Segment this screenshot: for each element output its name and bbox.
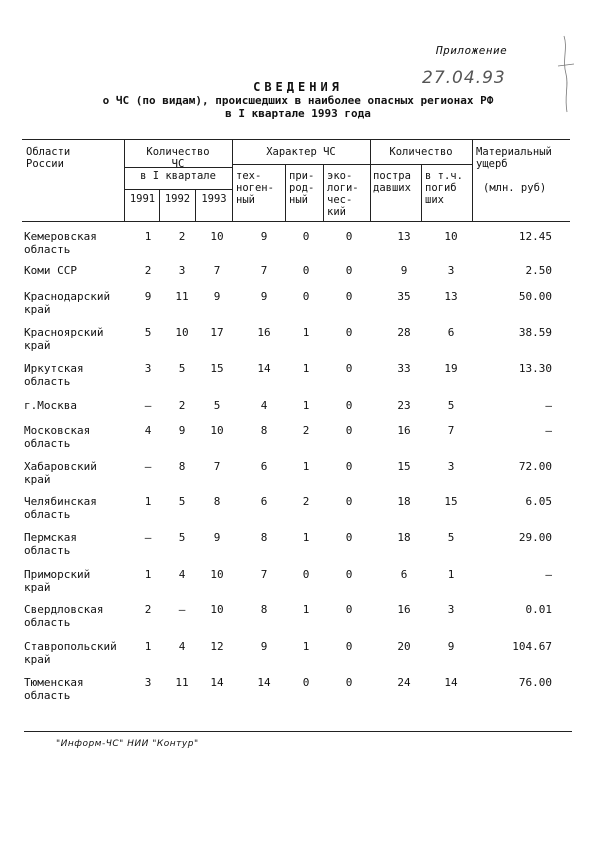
cell-natural: 1	[302, 531, 310, 544]
cell-tech: 4	[260, 399, 268, 412]
subtitle-line-2: в I квартале 1993 года	[225, 107, 371, 120]
cell-killed: 10	[444, 230, 458, 243]
header-killed-3: ших	[425, 194, 444, 206]
count-subheader-rule	[124, 167, 232, 168]
cell-killed: 1	[447, 568, 455, 581]
cell-y1992: 5	[178, 495, 186, 508]
row-region-label: Иркутская	[24, 362, 84, 375]
cell-tech: 9	[260, 230, 268, 243]
row-region-label: г.Москва	[24, 399, 77, 412]
cell-killed: 3	[447, 460, 455, 473]
header-count-3: в I квартале	[140, 170, 216, 182]
cell-y1991: 4	[144, 424, 152, 437]
header-year-1993: 1993	[201, 193, 227, 205]
cell-natural: 2	[302, 424, 310, 437]
cell-natural: 0	[302, 290, 310, 303]
header-year-1991: 1991	[129, 193, 156, 205]
row-region-label: Красноярский	[24, 326, 104, 339]
years-rule	[124, 189, 232, 190]
cell-killed: 6	[447, 326, 455, 339]
header-people: Количество	[389, 146, 453, 158]
cell-natural: 2	[302, 495, 310, 508]
cell-killed: 13	[444, 290, 458, 303]
nature-subheader-rule	[232, 164, 370, 165]
header-natural-3: ный	[289, 194, 308, 206]
row-region-label: Челябинская	[24, 495, 97, 508]
cell-y1992: –	[178, 603, 186, 616]
header-vertical-rule-5	[159, 189, 160, 221]
cell-injured: 16	[397, 424, 411, 437]
cell-injured: 18	[397, 495, 411, 508]
cell-killed: 3	[447, 603, 455, 616]
cell-y1993: 14	[210, 676, 224, 689]
header-eco-4: кий	[327, 206, 346, 218]
cell-y1992: 3	[178, 264, 186, 277]
cell-y1992: 2	[178, 230, 186, 243]
cell-injured: 28	[397, 326, 411, 339]
header-natural-1: при-	[289, 170, 315, 182]
cell-y1991: –	[144, 531, 152, 544]
cell-killed: 14	[444, 676, 458, 689]
cell-eco: 0	[345, 568, 353, 581]
cell-y1993: 9	[213, 531, 221, 544]
header-natural-2: род-	[289, 182, 315, 194]
cell-y1993: 7	[213, 460, 221, 473]
cell-injured: 15	[397, 460, 411, 473]
row-region-label: Кемеровская	[24, 230, 97, 243]
cell-eco: 0	[345, 290, 353, 303]
cell-eco: 0	[345, 362, 353, 375]
header-vertical-rule-9	[421, 164, 422, 221]
cell-natural: 1	[302, 460, 310, 473]
header-vertical-rule-3	[370, 139, 371, 221]
cell-damage: –	[545, 424, 552, 437]
header-injured-2: давших	[373, 182, 411, 194]
cell-tech: 8	[260, 531, 268, 544]
header-damage-1: Материальный	[476, 146, 552, 158]
cell-natural: 1	[302, 362, 310, 375]
cell-damage: 50.00	[518, 290, 552, 303]
cell-y1991: 2	[144, 603, 152, 616]
cell-eco: 0	[345, 230, 353, 243]
cell-y1993: 7	[213, 264, 221, 277]
header-year-1992: 1992	[164, 193, 191, 205]
cell-damage: 72.00	[518, 460, 552, 473]
row-region-label: Ставропольский	[24, 640, 117, 653]
cell-y1992: 11	[175, 290, 189, 303]
header-vertical-rule-7	[285, 164, 286, 221]
cell-killed: 5	[447, 531, 455, 544]
header-vertical-rule-8	[323, 164, 324, 221]
table-top-rule	[22, 139, 570, 140]
cell-y1993: 12	[210, 640, 224, 653]
cell-tech: 14	[257, 676, 271, 689]
cell-injured: 9	[400, 264, 408, 277]
cell-killed: 19	[444, 362, 458, 375]
cell-y1991: –	[144, 399, 152, 412]
cell-injured: 20	[397, 640, 411, 653]
cell-natural: 0	[302, 230, 310, 243]
cell-tech: 14	[257, 362, 271, 375]
cell-injured: 16	[397, 603, 411, 616]
header-killed-1: в т.ч.	[425, 170, 463, 182]
header-injured-1: постра	[373, 170, 411, 182]
header-tech-1: тех-	[236, 170, 262, 182]
header-vertical-rule-2	[232, 139, 233, 221]
header-eco-1: эко-	[327, 170, 353, 182]
cell-natural: 1	[302, 326, 310, 339]
cell-y1993: 9	[213, 290, 221, 303]
cell-y1991: 1	[144, 568, 152, 581]
cell-natural: 0	[302, 568, 310, 581]
row-region-label: Свердловская	[24, 603, 104, 616]
cell-eco: 0	[345, 399, 353, 412]
cell-killed: 15	[444, 495, 458, 508]
cell-eco: 0	[345, 264, 353, 277]
header-region-2: России	[26, 158, 64, 170]
row-region-label: край	[24, 473, 51, 486]
cell-y1992: 11	[175, 676, 189, 689]
cell-damage: 6.05	[525, 495, 552, 508]
cell-eco: 0	[345, 424, 353, 437]
cell-eco: 0	[345, 495, 353, 508]
cell-y1992: 4	[178, 568, 186, 581]
row-region-label: край	[24, 653, 51, 666]
row-region-label: область	[24, 375, 71, 388]
cell-y1993: 5	[213, 399, 221, 412]
cell-injured: 23	[397, 399, 411, 412]
cell-y1992: 2	[178, 399, 186, 412]
cell-natural: 1	[302, 399, 310, 412]
row-region-label: Московская	[24, 424, 91, 437]
cell-killed: 3	[447, 264, 455, 277]
header-damage-3: (млн. руб)	[483, 182, 547, 194]
row-region-label: Пермская	[24, 531, 77, 544]
row-region-label: область	[24, 437, 71, 450]
handwritten-date: 27.04.93	[422, 68, 506, 88]
header-region-1: Области	[26, 146, 71, 158]
cell-tech: 9	[260, 640, 268, 653]
cell-y1991: 3	[144, 362, 152, 375]
cell-eco: 0	[345, 326, 353, 339]
cell-y1991: 9	[144, 290, 152, 303]
header-count-1: Количество	[146, 146, 210, 158]
row-region-label: область	[24, 508, 71, 521]
cell-tech: 6	[260, 460, 268, 473]
cell-damage: 12.45	[518, 230, 552, 243]
header-eco-2: логи-	[327, 182, 359, 194]
cell-killed: 5	[447, 399, 455, 412]
cell-y1993: 10	[210, 230, 224, 243]
cell-damage: –	[545, 399, 552, 412]
cell-damage: 104.67	[512, 640, 552, 653]
row-region-label: область	[24, 689, 71, 702]
cell-injured: 6	[400, 568, 408, 581]
header-tech-3: ный	[236, 194, 255, 206]
cell-y1993: 10	[210, 424, 224, 437]
header-count-2: ЧС	[171, 158, 185, 170]
cell-damage: 0.01	[525, 603, 552, 616]
cell-eco: 0	[345, 603, 353, 616]
header-nature: Характер ЧС	[266, 146, 336, 158]
row-region-label: Коми ССР	[24, 264, 77, 277]
cell-y1991: 3	[144, 676, 152, 689]
cell-natural: 0	[302, 264, 310, 277]
header-vertical-rule-1	[124, 139, 125, 221]
row-region-label: область	[24, 544, 71, 557]
cell-y1992: 5	[178, 362, 186, 375]
cell-y1991: 1	[144, 495, 152, 508]
document-title: СВЕДЕНИЯ	[253, 80, 343, 94]
subtitle-line-1: о ЧС (по видам), происшедших в наиболее опасных регионах РФ	[102, 94, 494, 107]
cell-injured: 18	[397, 531, 411, 544]
cell-tech: 7	[260, 568, 268, 581]
cell-eco: 0	[345, 640, 353, 653]
cell-y1993: 17	[210, 326, 224, 339]
cell-y1992: 10	[175, 326, 189, 339]
cell-damage: 76.00	[518, 676, 552, 689]
cell-y1992: 5	[178, 531, 186, 544]
cell-eco: 0	[345, 531, 353, 544]
cell-damage: –	[545, 568, 552, 581]
cell-natural: 1	[302, 640, 310, 653]
header-damage-2: ущерб	[476, 158, 508, 170]
cell-tech: 9	[260, 290, 268, 303]
cell-eco: 0	[345, 460, 353, 473]
header-tech-2: ноген-	[236, 182, 274, 194]
table-header-bottom-rule	[22, 221, 570, 222]
cell-y1992: 8	[178, 460, 186, 473]
header-vertical-rule-6	[195, 189, 196, 221]
header-killed-2: погиб	[425, 182, 457, 194]
row-region-label: Хабаровский	[24, 460, 97, 473]
cell-injured: 35	[397, 290, 411, 303]
cell-y1993: 10	[210, 568, 224, 581]
cell-y1992: 9	[178, 424, 186, 437]
cell-damage: 29.00	[518, 531, 552, 544]
cell-killed: 9	[447, 640, 455, 653]
cell-y1991: –	[144, 460, 152, 473]
cell-injured: 13	[397, 230, 411, 243]
cell-y1991: 5	[144, 326, 152, 339]
cell-injured: 33	[397, 362, 411, 375]
cell-natural: 0	[302, 676, 310, 689]
cell-y1993: 15	[210, 362, 224, 375]
cell-y1991: 1	[144, 640, 152, 653]
cell-damage: 2.50	[525, 264, 552, 277]
row-region-label: Приморский	[24, 568, 91, 581]
row-region-label: край	[24, 339, 51, 352]
footer-source: "Информ-ЧС" НИИ "Контур"	[56, 739, 199, 749]
row-region-label: край	[24, 581, 51, 594]
row-region-label: область	[24, 616, 71, 629]
cell-tech: 8	[260, 603, 268, 616]
header-vertical-rule-4	[472, 139, 473, 221]
row-region-label: Краснодарский	[24, 290, 111, 303]
row-region-label: край	[24, 303, 51, 316]
footer-rule	[24, 731, 572, 732]
cell-y1991: 1	[144, 230, 152, 243]
cell-tech: 6	[260, 495, 268, 508]
row-region-label: Тюменская	[24, 676, 84, 689]
cell-injured: 24	[397, 676, 411, 689]
cell-y1993: 8	[213, 495, 221, 508]
cell-killed: 7	[447, 424, 455, 437]
cell-tech: 8	[260, 424, 268, 437]
cell-damage: 13.30	[518, 362, 552, 375]
cell-tech: 7	[260, 264, 268, 277]
cell-tech: 16	[257, 326, 271, 339]
appendix-label: Приложение	[436, 44, 508, 57]
header-eco-3: чес-	[327, 194, 353, 206]
row-region-label: область	[24, 243, 71, 256]
cell-damage: 38.59	[518, 326, 552, 339]
cell-y1991: 2	[144, 264, 152, 277]
cell-eco: 0	[345, 676, 353, 689]
cell-y1993: 10	[210, 603, 224, 616]
cell-natural: 1	[302, 603, 310, 616]
cell-y1992: 4	[178, 640, 186, 653]
